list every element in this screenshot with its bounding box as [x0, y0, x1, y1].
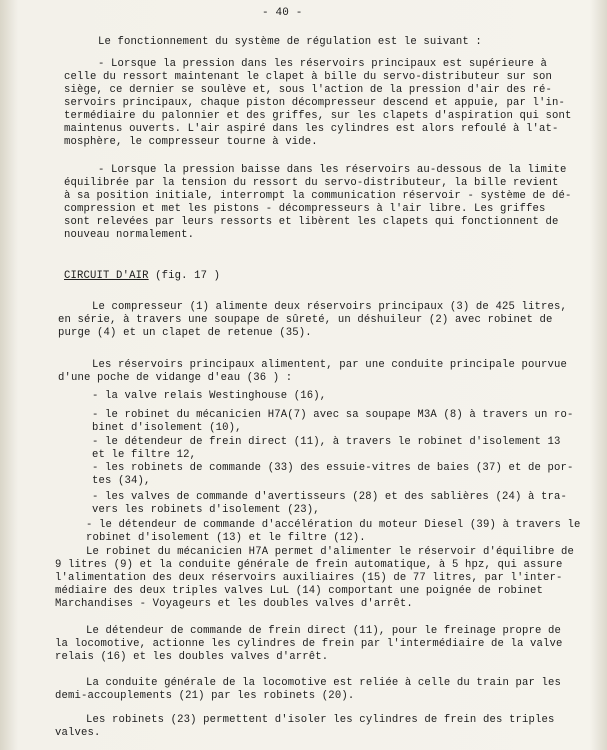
para6-line: relais (16) et les doubles valves d'arrêt.	[55, 651, 329, 663]
para7-line: La conduite générale de la locomotive est reliée à celle du train par les	[86, 677, 562, 689]
para5-line: médiaire des deux triples valves LuL (14) comportant une poignée de robinet	[55, 585, 544, 597]
para4-line: d'une poche de vidange d'eau (36 ) :	[58, 372, 293, 384]
para1-line: termédiaire du palonnier et des griffes, sur les clapets d'aspiration qui sont	[64, 110, 572, 122]
list-item: - les robinets de commande (33) des essuie-vitres de baies (37) et de por-	[92, 462, 574, 474]
para1-line: siège, ce dernier se soulève et, sous l'action de la pression d'air des ré-	[64, 84, 553, 96]
list-item: binet d'isolement (10),	[92, 422, 242, 434]
para1-line: mosphère, le compresseur tourne à vide.	[64, 136, 318, 148]
para2-line: compression et met les pistons - décompresseurs à l'air libre. Les griffes	[64, 203, 546, 215]
para5-line: l'alimentation des deux réservoirs auxiliaires (15) de 77 litres, par l'inter-	[55, 572, 563, 584]
para5-line: Le robinet du mécanicien H7A permet d'alimenter le réservoir d'équilibre de	[86, 546, 575, 558]
list-item: vers les robinets d'isolement (23),	[92, 504, 320, 516]
para2-line: équilibrée par la tension du ressort du servo-distributeur, la bille revient	[64, 177, 559, 189]
section-heading	[64, 270, 220, 283]
para2-line: - Lorsque la pression baisse dans les réservoirs au-dessous de la limite	[98, 164, 567, 176]
para1-line: servoirs principaux, chaque piston décompresseur descend et appuie, par l'in-	[64, 97, 566, 109]
list-item: tes (34),	[92, 475, 151, 487]
para3-line: purge (4) et un clapet de retenue (35).	[58, 327, 312, 339]
para8-line: Les robinets (23) permettent d'isoler les cylindres de frein des triples	[86, 714, 555, 726]
para2-line: à sa position initiale, interrompt la communication réservoir - système de dé-	[64, 190, 572, 202]
para1-line: maintenus ouverts. L'air aspiré dans les cylindres est alors refoulé à l'at-	[64, 123, 559, 135]
para8-line: valves.	[55, 727, 101, 739]
intro-line: Le fonctionnement du système de régulation est le suivant :	[98, 36, 482, 48]
para4-line: Les réservoirs principaux alimentent, par une conduite principale pourvue	[92, 359, 568, 371]
list-item: - le détendeur de commande d'accélération du moteur Diesel (39) à travers le	[86, 519, 581, 531]
list-item: - le détendeur de frein direct (11), à travers le robinet d'isolement 13	[92, 436, 561, 448]
para5-line: Marchandises - Voyageurs et les doubles valves d'arrêt.	[55, 598, 413, 610]
section-heading-title: CIRCUIT D'AIR	[64, 270, 149, 282]
para2-line: nouveau normalement.	[64, 229, 195, 241]
section-heading-fig-ref: (fig. 17 )	[148, 270, 221, 282]
para5-line: 9 litres (9) et la conduite générale de frein automatique, à 5 hpz, qui assure	[55, 559, 563, 571]
list-item: et le filtre 12,	[92, 449, 197, 461]
list-item: - le robinet du mécanicien H7A(7) avec sa soupape M3A (8) à travers un ro-	[92, 409, 574, 421]
para3-line: en série, à travers une soupape de sûreté, un déshuileur (2) avec robinet de	[58, 314, 553, 326]
para2-line: sont relevées par leurs ressorts et libèrent les clapets qui fonctionnent de	[64, 216, 559, 228]
list-item: robinet d'isolement (13) et le filtre (12).	[86, 532, 366, 544]
para1-line: - Lorsque la pression dans les réservoirs principaux est supérieure à	[98, 58, 548, 70]
para7-line: demi-accouplements (21) par les robinets (20).	[55, 690, 355, 702]
para6-line: la locomotive, actionne les cylindres de frein par l'intermédiaire de la valve	[55, 638, 563, 650]
page-number: - 40 -	[262, 7, 303, 19]
para1-line: celle du ressort maintenant le clapet à bille du servo-distributeur sur son	[64, 71, 553, 83]
para3-line: Le compresseur (1) alimente deux réservoirs principaux (3) de 425 litres,	[92, 301, 568, 313]
list-item: - la valve relais Westinghouse (16),	[92, 390, 327, 402]
list-item: - les valves de commande d'avertisseurs (28) et des sablières (24) à tra-	[92, 491, 568, 503]
para6-line: Le détendeur de commande de frein direct (11), pour le freinage propre de	[86, 625, 562, 637]
